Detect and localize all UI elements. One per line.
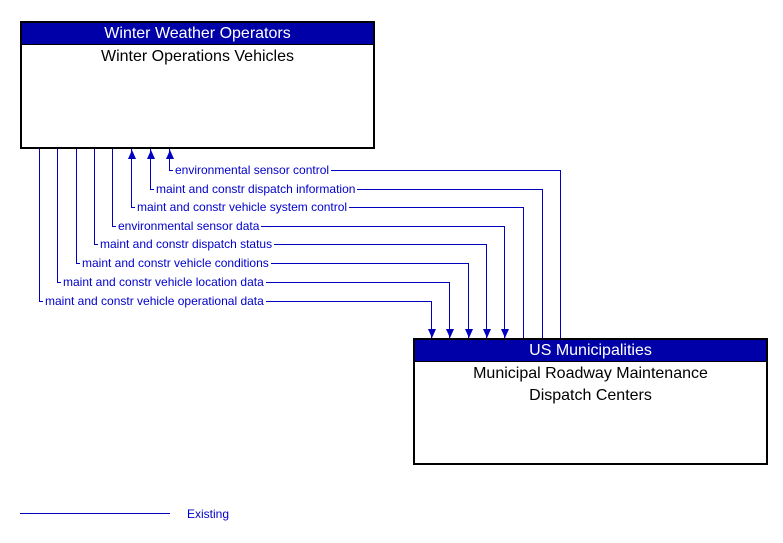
flow-label-row <box>112 218 505 234</box>
flow-label: maint and constr dispatch information <box>156 182 356 196</box>
entity-box-municipal-dispatch-centers <box>413 338 768 465</box>
flow-vertical-top-segment <box>76 149 77 263</box>
entity-name-bottom: Municipal Roadway Maintenance Dispatch Centers <box>473 365 708 404</box>
flow-label-row <box>94 236 487 252</box>
flow-horizontal-wire <box>331 170 561 171</box>
flow-horizontal-wire <box>349 207 524 208</box>
flow-vertical-top-segment <box>94 149 95 244</box>
flow-arrowhead-down-icon <box>446 329 454 338</box>
flow-label: maint and constr vehicle conditions <box>82 256 269 270</box>
flow-arrowhead-down-icon <box>501 329 509 338</box>
flow-arrowhead-up-icon <box>166 150 174 159</box>
flow-horizontal-wire <box>274 244 487 245</box>
flow-arrowhead-down-icon <box>428 329 436 338</box>
flow-vertical-top-segment <box>112 149 113 226</box>
entity-header-bottom: US Municipalities <box>415 340 766 362</box>
flow-vertical-bottom-segment <box>468 263 469 338</box>
entity-name-top: Winter Operations Vehicles <box>101 48 294 65</box>
flow-label: maint and constr vehicle system control <box>137 200 348 214</box>
flow-horizontal-wire <box>266 301 432 302</box>
flow-label-row <box>57 274 450 290</box>
flow-label-row <box>39 293 432 309</box>
flow-vertical-top-segment <box>39 149 40 301</box>
flow-horizontal-wire <box>357 189 543 190</box>
flow-label: maint and constr vehicle location data <box>63 275 264 289</box>
flow-label: maint and constr vehicle operational data <box>45 294 264 308</box>
flow-vertical-bottom-segment <box>523 207 524 338</box>
flow-vertical-bottom-segment <box>542 189 543 338</box>
flow-vertical-bottom-segment <box>504 226 505 338</box>
flow-label: maint and constr dispatch status <box>100 237 273 251</box>
flow-horizontal-wire <box>261 226 505 227</box>
legend-line-existing <box>20 513 170 514</box>
flow-label-row <box>169 162 561 178</box>
flow-arrowhead-up-icon <box>147 150 155 159</box>
flow-label-row <box>150 181 543 197</box>
flow-horizontal-wire <box>266 282 450 283</box>
flow-arrowhead-down-icon <box>483 329 491 338</box>
flow-vertical-top-segment <box>57 149 58 282</box>
flow-horizontal-wire <box>271 263 469 264</box>
flow-label: environmental sensor data <box>118 219 260 233</box>
flow-label: environmental sensor control <box>175 163 330 177</box>
flow-vertical-bottom-segment <box>486 244 487 338</box>
entity-header-top: Winter Weather Operators <box>22 23 373 45</box>
flow-label-row <box>131 199 524 215</box>
flow-vertical-bottom-segment <box>560 170 561 338</box>
flow-arrowhead-up-icon <box>128 150 136 159</box>
flow-arrowhead-down-icon <box>465 329 473 338</box>
entity-box-winter-operations-vehicles <box>20 21 375 149</box>
flow-label-row <box>76 255 469 271</box>
legend-label: Existing <box>187 507 230 521</box>
